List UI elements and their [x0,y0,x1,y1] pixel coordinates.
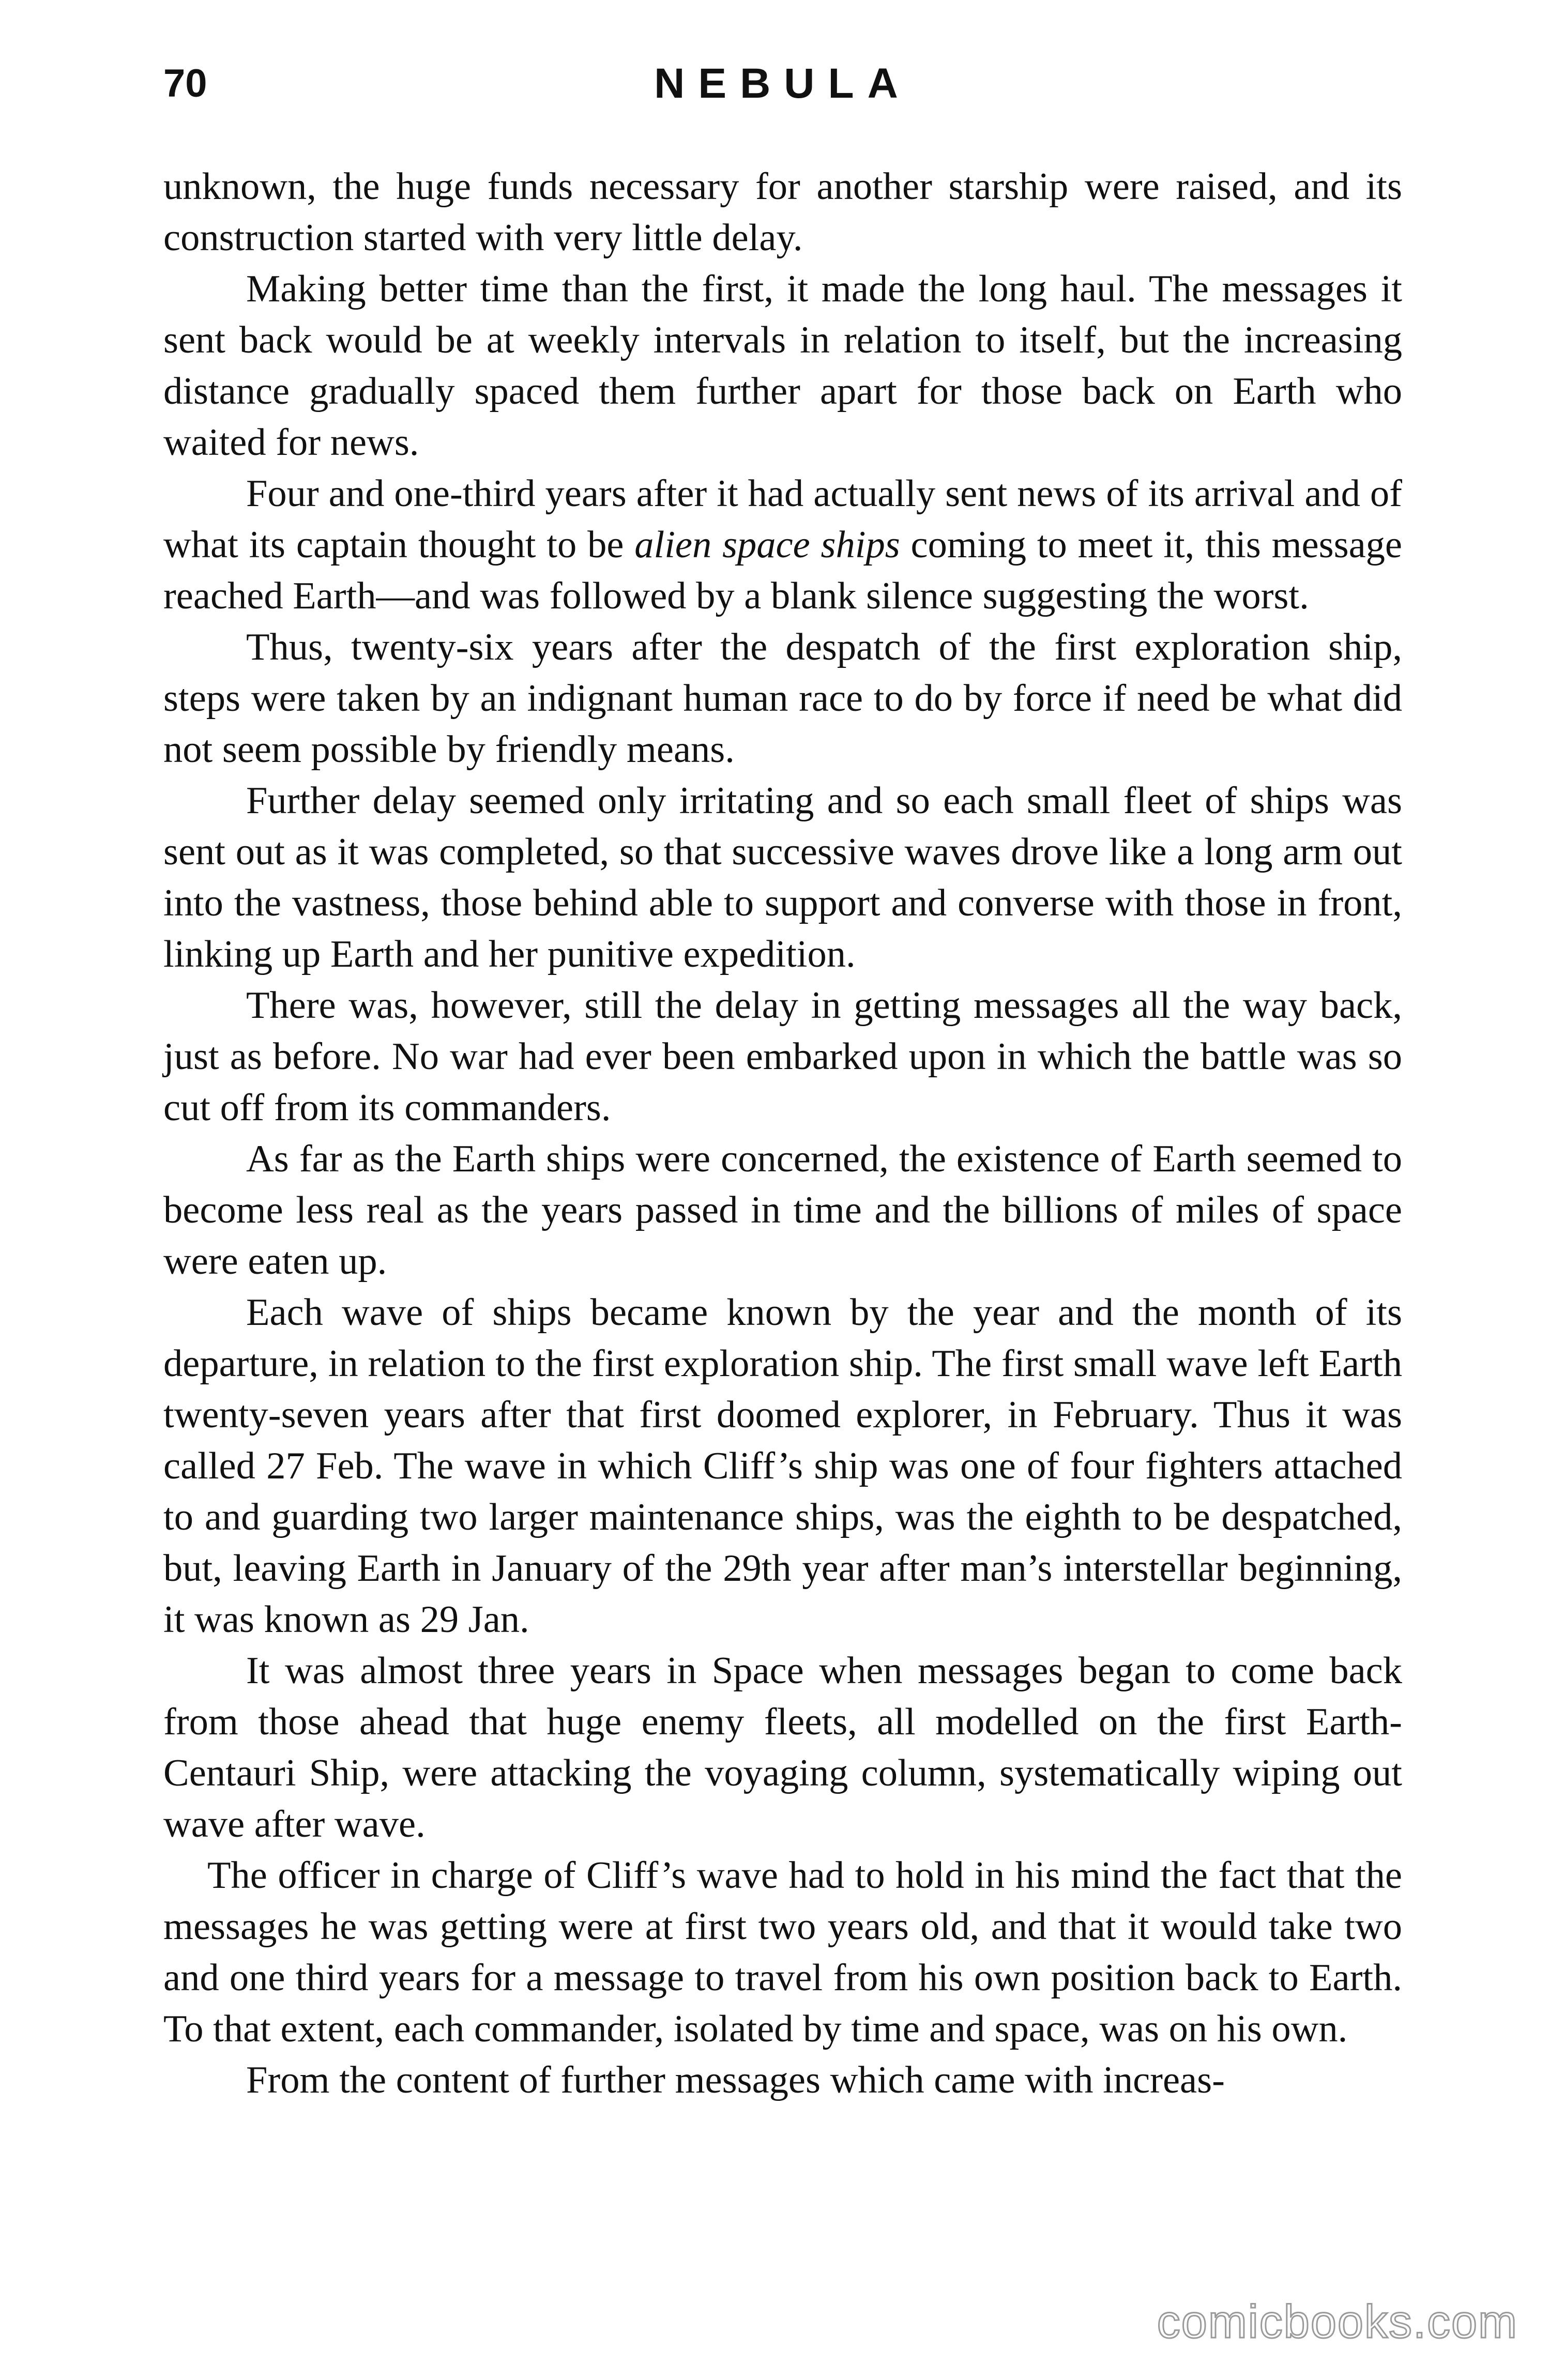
body-text [163,161,1402,2106]
paragraph-5: Further delay seemed only irritating and so each small fleet of ships was sent out as it was completed, so that successive waves drove like a long arm out into the vastness, those behind able to support and converse with those in front, linking up Earth and her punitive expedition. [163,780,1402,975]
paragraph-6: There was, however, still the delay in getting messages all the way back, just as before. No war had ever been embarked upon in which the battle was so cut off from its commanders. [163,984,1402,1129]
paragraph-3 [163,468,1402,622]
paragraph-7: As far as the Earth ships were concerned, the existence of Earth seemed to become less real as the years passed in time and the billions of miles of space were eaten up. [163,1138,1402,1283]
alien-space-ships-italic: alien space ships [634,524,900,566]
paragraph-2: Making better time than the first, it made the long haul. The messages it sent back would be at weekly intervals in relation to itself, but the increasing distance gradually spaced them further apart for those back on Earth who waited for news. [163,268,1402,464]
paragraph-1: unknown, the huge funds necessary for another starship were raised, and its construction started with very little delay. [163,165,1402,259]
page-number: 70 [163,62,207,105]
running-head [163,58,1402,120]
book-title: NEBULA [654,60,912,107]
watermark-logo: comicbooks.com [1157,2296,1518,2348]
paragraph-8: Each wave of ships became known by the year and the month of its departure, in relation to the first exploration ship. The first small wave left Earth twenty-seven years after that first doomed explorer, in February. Thus it was called 27 Feb. The wave in which Cliff’s ship was one of four fighters attached to and guarding two larger maintenance ships, was the eighth to be despatched, but, leaving Earth in January of the 29th year after man’s interstellar beginning, it was known as 29 Jan. [163,1291,1402,1641]
paragraph-10: The officer in charge of Cliff’s wave had to hold in his mind the fact that the messages he was getting were at first two years old, and that it would take two and one third years for a message to travel from his own position back to Earth. To that extent, each commander, isolated by time and space, was on his own. [163,1854,1402,2050]
paragraph-4: Thus, twenty-six years after the despatch of the first exploration ship, steps were taken by an indignant human race to do by force if need be what did not seem possible by friendly means. [163,626,1402,771]
paragraph-3-after: coming to meet it, this message reached Earth—and was followed by a blank silence suggesting the worst. [163,524,1402,617]
paragraph-3-before: Four and one-third years after it had actually sent news of its arrival and of what its captain thought to be [163,472,1402,566]
paragraph-9: It was almost three years in Space when messages began to come back from those ahead that huge enemy fleets, all modelled on the first Earth-Centauri Ship, were attacking the voyaging column, systematically wiping out wave after wave. [163,1650,1402,1845]
paragraph-11: From the content of further messages which came with increas- [246,2059,1225,2101]
